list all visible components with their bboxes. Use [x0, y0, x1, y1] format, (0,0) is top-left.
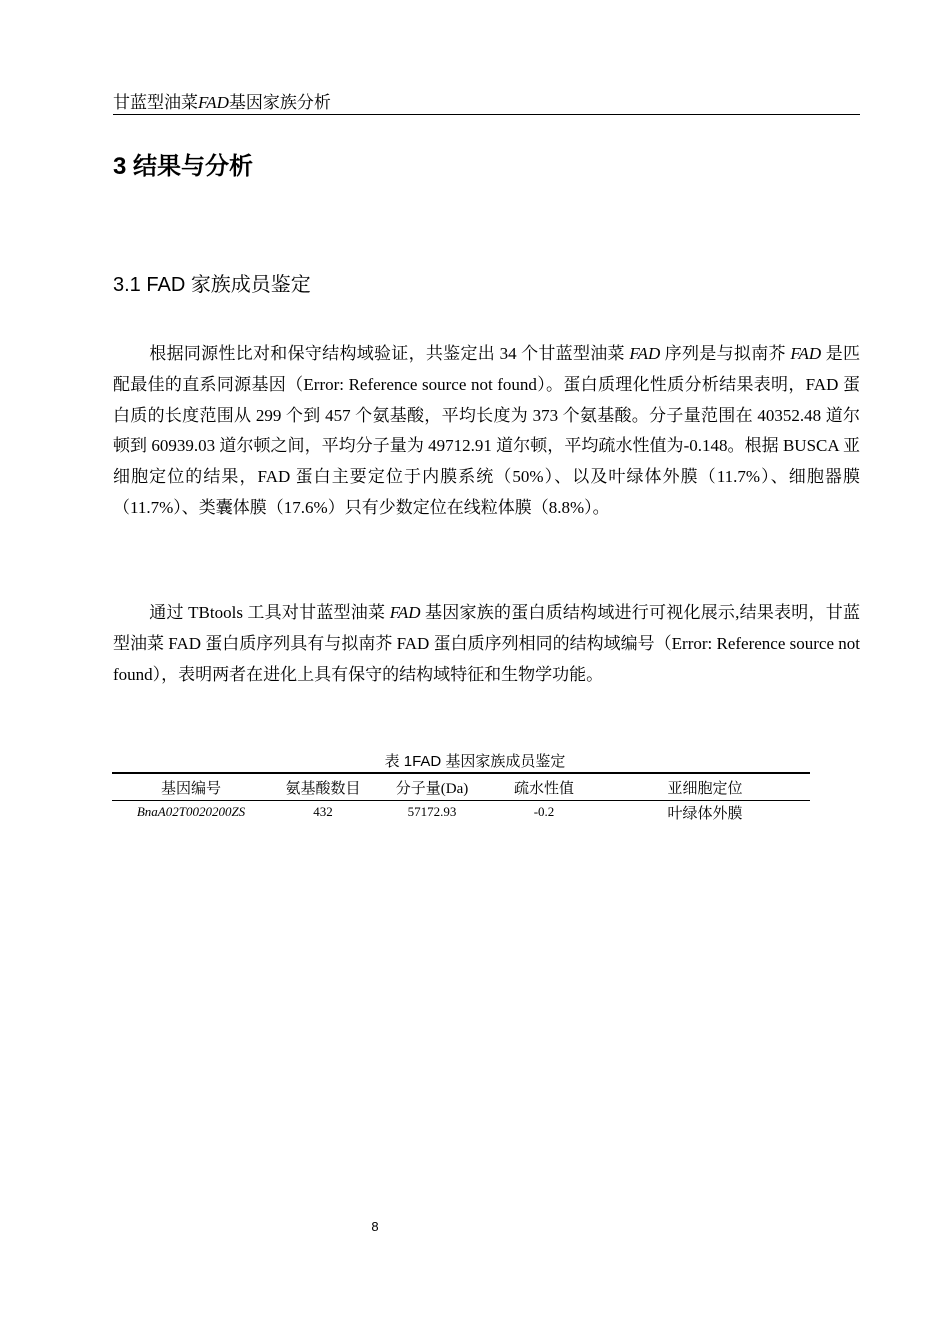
- paragraph-2: [113, 598, 860, 690]
- header-italic: FAD: [198, 93, 229, 112]
- col-gene-id: 基因编号: [112, 773, 270, 801]
- p1-text-1: 根据同源性比对和保守结构域验证，共鉴定出 34 个甘蓝型油菜: [149, 344, 630, 363]
- col-amino-acids: 氨基酸数目: [270, 773, 376, 801]
- p1-italic-2: FAD: [790, 344, 822, 363]
- table-caption: 表 1FAD 基因家族成员鉴定: [384, 753, 566, 770]
- p1-text-2: 序列是与拟南芥: [660, 344, 791, 363]
- fad-member-table: [112, 772, 810, 823]
- col-subcellular-location: 亚细胞定位: [600, 773, 810, 801]
- p2-italic-1: FAD: [389, 603, 421, 622]
- cell-molecular-weight: 57172.93: [376, 801, 488, 824]
- col-molecular-weight: 分子量(Da): [376, 773, 488, 801]
- p1-text-3: 是匹配最佳的直系同源基因（Error: Reference source not found）。蛋白质理化性质分析结果表明，FAD 蛋白质的长度范围从 299 个到 457 个氨基酸，平均长度为 373 个氨基酸。分子量范围在 40352.48 道尔顿到 60939.03 道尔顿之间，平均分子量为 49712.91 道尔顿，平均疏水性值为-0.148。根据 BUSCA 亚细胞定位的结果，FAD 蛋白主要定位于内膜系统（50%）、以及叶绿体外膜（11.7%）、细胞器膜（11.7%）、类囊体膜（17.6%）只有少数定位在线粒体膜（8.8%）。: [113, 344, 861, 517]
- p2-text-1: 通过 TBtools 工具对甘蓝型油菜: [149, 603, 390, 622]
- section-heading: 3 结果与分析: [113, 153, 254, 180]
- paragraph-1: [113, 339, 860, 524]
- p1-italic-1: FAD: [629, 344, 661, 363]
- header-prefix: 甘蓝型油菜: [113, 93, 198, 112]
- cell-hydrophobicity: -0.2: [488, 801, 600, 824]
- running-header: [113, 92, 860, 115]
- page-number: 8: [371, 1219, 379, 1234]
- table-header-row: [112, 773, 810, 801]
- p2-text-2: 基因家族的蛋白质结构域进行可视化展示,结果表明，甘蓝型油菜 FAD 蛋白质序列具有与拟南芥 FAD 蛋白质序列相同的结构域编号（Error: Reference source not found），表明两者在进化上具有保守的结构域特征和生物学功能。: [113, 603, 860, 684]
- cell-subcellular-location: 叶绿体外膜: [600, 801, 810, 824]
- table-row: [112, 801, 810, 824]
- cell-gene-id: BnaA02T0020200ZS: [112, 801, 270, 824]
- cell-amino-acids: 432: [270, 801, 376, 824]
- subsection-heading: 3.1 FAD 家族成员鉴定: [113, 274, 311, 296]
- header-suffix: 基因家族分析: [228, 93, 331, 112]
- col-hydrophobicity: 疏水性值: [488, 773, 600, 801]
